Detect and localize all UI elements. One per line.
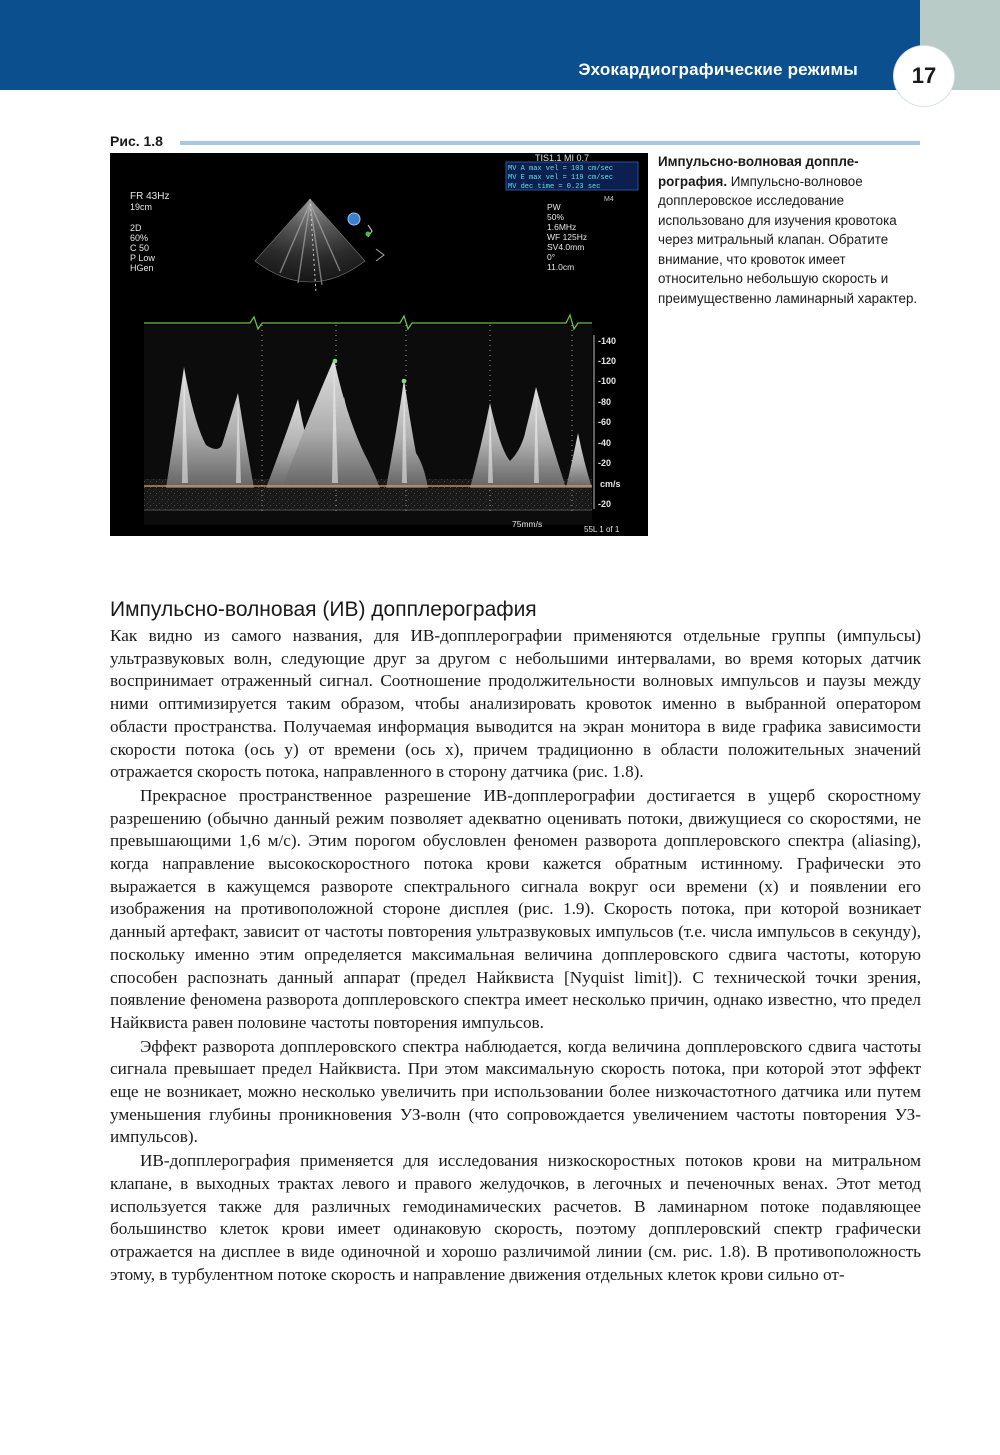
mv-line: MV dec time = 0.23 sec bbox=[508, 183, 601, 191]
pw-param: PW bbox=[547, 202, 561, 212]
scale-tick: -40 bbox=[598, 438, 612, 448]
scale-unit: cm/s bbox=[600, 479, 621, 489]
figure-label: Рис. 1.8 bbox=[110, 133, 163, 149]
peak-marker-icon bbox=[333, 359, 338, 364]
param-left: C 50 bbox=[130, 243, 150, 253]
paragraph: Прекрасное пространственное разрешение ИВ-допплерографии достигается в ущерб скоростному разрешению (обычно данный режим позволяет адекватно оценивать потоки, движущиеся со скоростями, не превышающими 1,6 м/с). Этим порогом обусловлен феномен разворота допплеровского спектра (aliasing), когда направление высокоскоростного потока крови кажется обратным истинному. Графически это выражается в кажущемся развороте спектрального сигнала вокруг оси времени (x) и появлении его изображения на противоположной стороне дисплея (рис. 1.9). Скорость потока, при которой возникает данный артефакт, зависит от частоты повторения ультразвуковых импульсов (т.е. числа импульсов в секунду), поскольку именно этим определяется максимальная величина допплеровского сдвига частоты, которую способен распознать данный аппарат (предел Найквиста [Nyquist limit]). С технической точки зрения, появление феномена разворота допплеровского спектра имеет несколько причин, однако известно, что предел Найквиста равен половине частоты повторения импульсов. bbox=[110, 785, 921, 1032]
scale-tick: -100 bbox=[598, 376, 617, 386]
scale-tick: -20 bbox=[598, 458, 612, 468]
param-left: 60% bbox=[130, 233, 149, 243]
caption-text: Импульсно-волновое допплеровское исследование использовано для изучения кровотока через митральный клапан. Обратите внимание, что кровоток имеет относительно небольшую скорость и преимущественно ламинарный характер. bbox=[658, 173, 918, 306]
page-number: 17 bbox=[911, 63, 937, 88]
scale-tick: -20 bbox=[598, 499, 612, 509]
section-heading: Импульсно-волновая (ИВ) допплерография bbox=[110, 598, 537, 621]
velocity-scale bbox=[594, 335, 621, 509]
param-left: 19cm bbox=[130, 202, 153, 212]
scale-tick: -120 bbox=[598, 356, 617, 366]
mv-line: MV A max vel = 103 cm/sec bbox=[508, 165, 614, 173]
pw-param: WF 125Hz bbox=[547, 232, 588, 242]
frame-counter: 55L 1 of 1 bbox=[584, 525, 620, 534]
caption-title: Импульсно-волновая доппле-рография. bbox=[658, 154, 859, 189]
pw-param: 0° bbox=[547, 252, 556, 262]
scale-tick: -80 bbox=[598, 397, 612, 407]
pw-param: 50% bbox=[547, 212, 565, 222]
pw-param: 1.6MHz bbox=[547, 222, 577, 232]
scale-tick: -60 bbox=[598, 417, 612, 427]
param-left: 2D bbox=[130, 223, 142, 233]
pw-param: SV4.0mm bbox=[547, 242, 585, 252]
pw-param: 11.0cm bbox=[547, 262, 575, 272]
paragraph: ИВ-допплерография применяется для исследования низкоскоростных потоков крови на митральном клапане, в выходных трактах левого и правого желудочков, в легочных и печеночных венах. Этот метод используется также для различных гемодинамических расчетов. В ламинарном потоке подавляющее большинство клеток крови имеет одинаковую скорость, поэтому допплеровский спектр графически отражается на дисплее в виде одиночной и хорошо различимой линии (см. рис. 1.8). В противоположность этому, в турбулентном потоке скорость и направление движения отдельных клеток крови сильно от- bbox=[110, 1151, 921, 1284]
page-number-badge bbox=[894, 46, 954, 106]
param-left: P Low bbox=[130, 253, 155, 263]
m4-label: M4 bbox=[604, 196, 614, 203]
orientation-marker-icon bbox=[348, 213, 360, 225]
figure-caption bbox=[658, 152, 920, 308]
figure-rule bbox=[180, 141, 920, 145]
scale-tick: -140 bbox=[598, 336, 617, 346]
paragraph: Как видно из самого названия, для ИВ-допплерографии применяются отдельные группы (импульсы) ультразвуковых волн, следующие друг за другом с небольшими интервалами, во время которых датчик воспринимает отраженный сигнал. Соотношение продолжительности волновых импульсов и паузы между ними оптимизируется таким образом, чтобы анализировать кровоток именно в выбранной оператором области пространства. Получаемая информация выводится на экран монитора в виде графика зависимости скорости потока (ось y) от времени (ось x), причем традиционно в области положительных значений отражается скорость потока, направленного в сторону датчика (рис. 1.8). bbox=[110, 626, 921, 782]
param-left: HGen bbox=[130, 263, 154, 273]
running-header-title: Эхокардиографические режимы bbox=[578, 60, 858, 79]
peak-marker-icon bbox=[402, 379, 407, 384]
doppler-image bbox=[110, 153, 648, 536]
param-left: FR 43Hz bbox=[130, 191, 170, 202]
paragraph: Эффект разворота допплеровского спектра наблюдается, когда величина допплеровского сдвига частоты сигнала превышает предел Найквиста. При этом максимальную скорость потока, при которой этот эффект еще не возникает, можно несколько увеличить при использовании более низкочастотного датчика или путем уменьшения глубины проникновения УЗ-волн (что сопровождается увеличением частоты повторения УЗ-импульсов). bbox=[110, 1036, 921, 1147]
sweep-speed: 75mm/s bbox=[512, 519, 543, 529]
body-text bbox=[110, 625, 921, 1287]
echo-sector bbox=[255, 199, 365, 282]
mv-line: MV E max vel = 119 cm/sec bbox=[508, 174, 614, 182]
top-status: TIS1.1 MI 0.7 bbox=[535, 153, 590, 163]
